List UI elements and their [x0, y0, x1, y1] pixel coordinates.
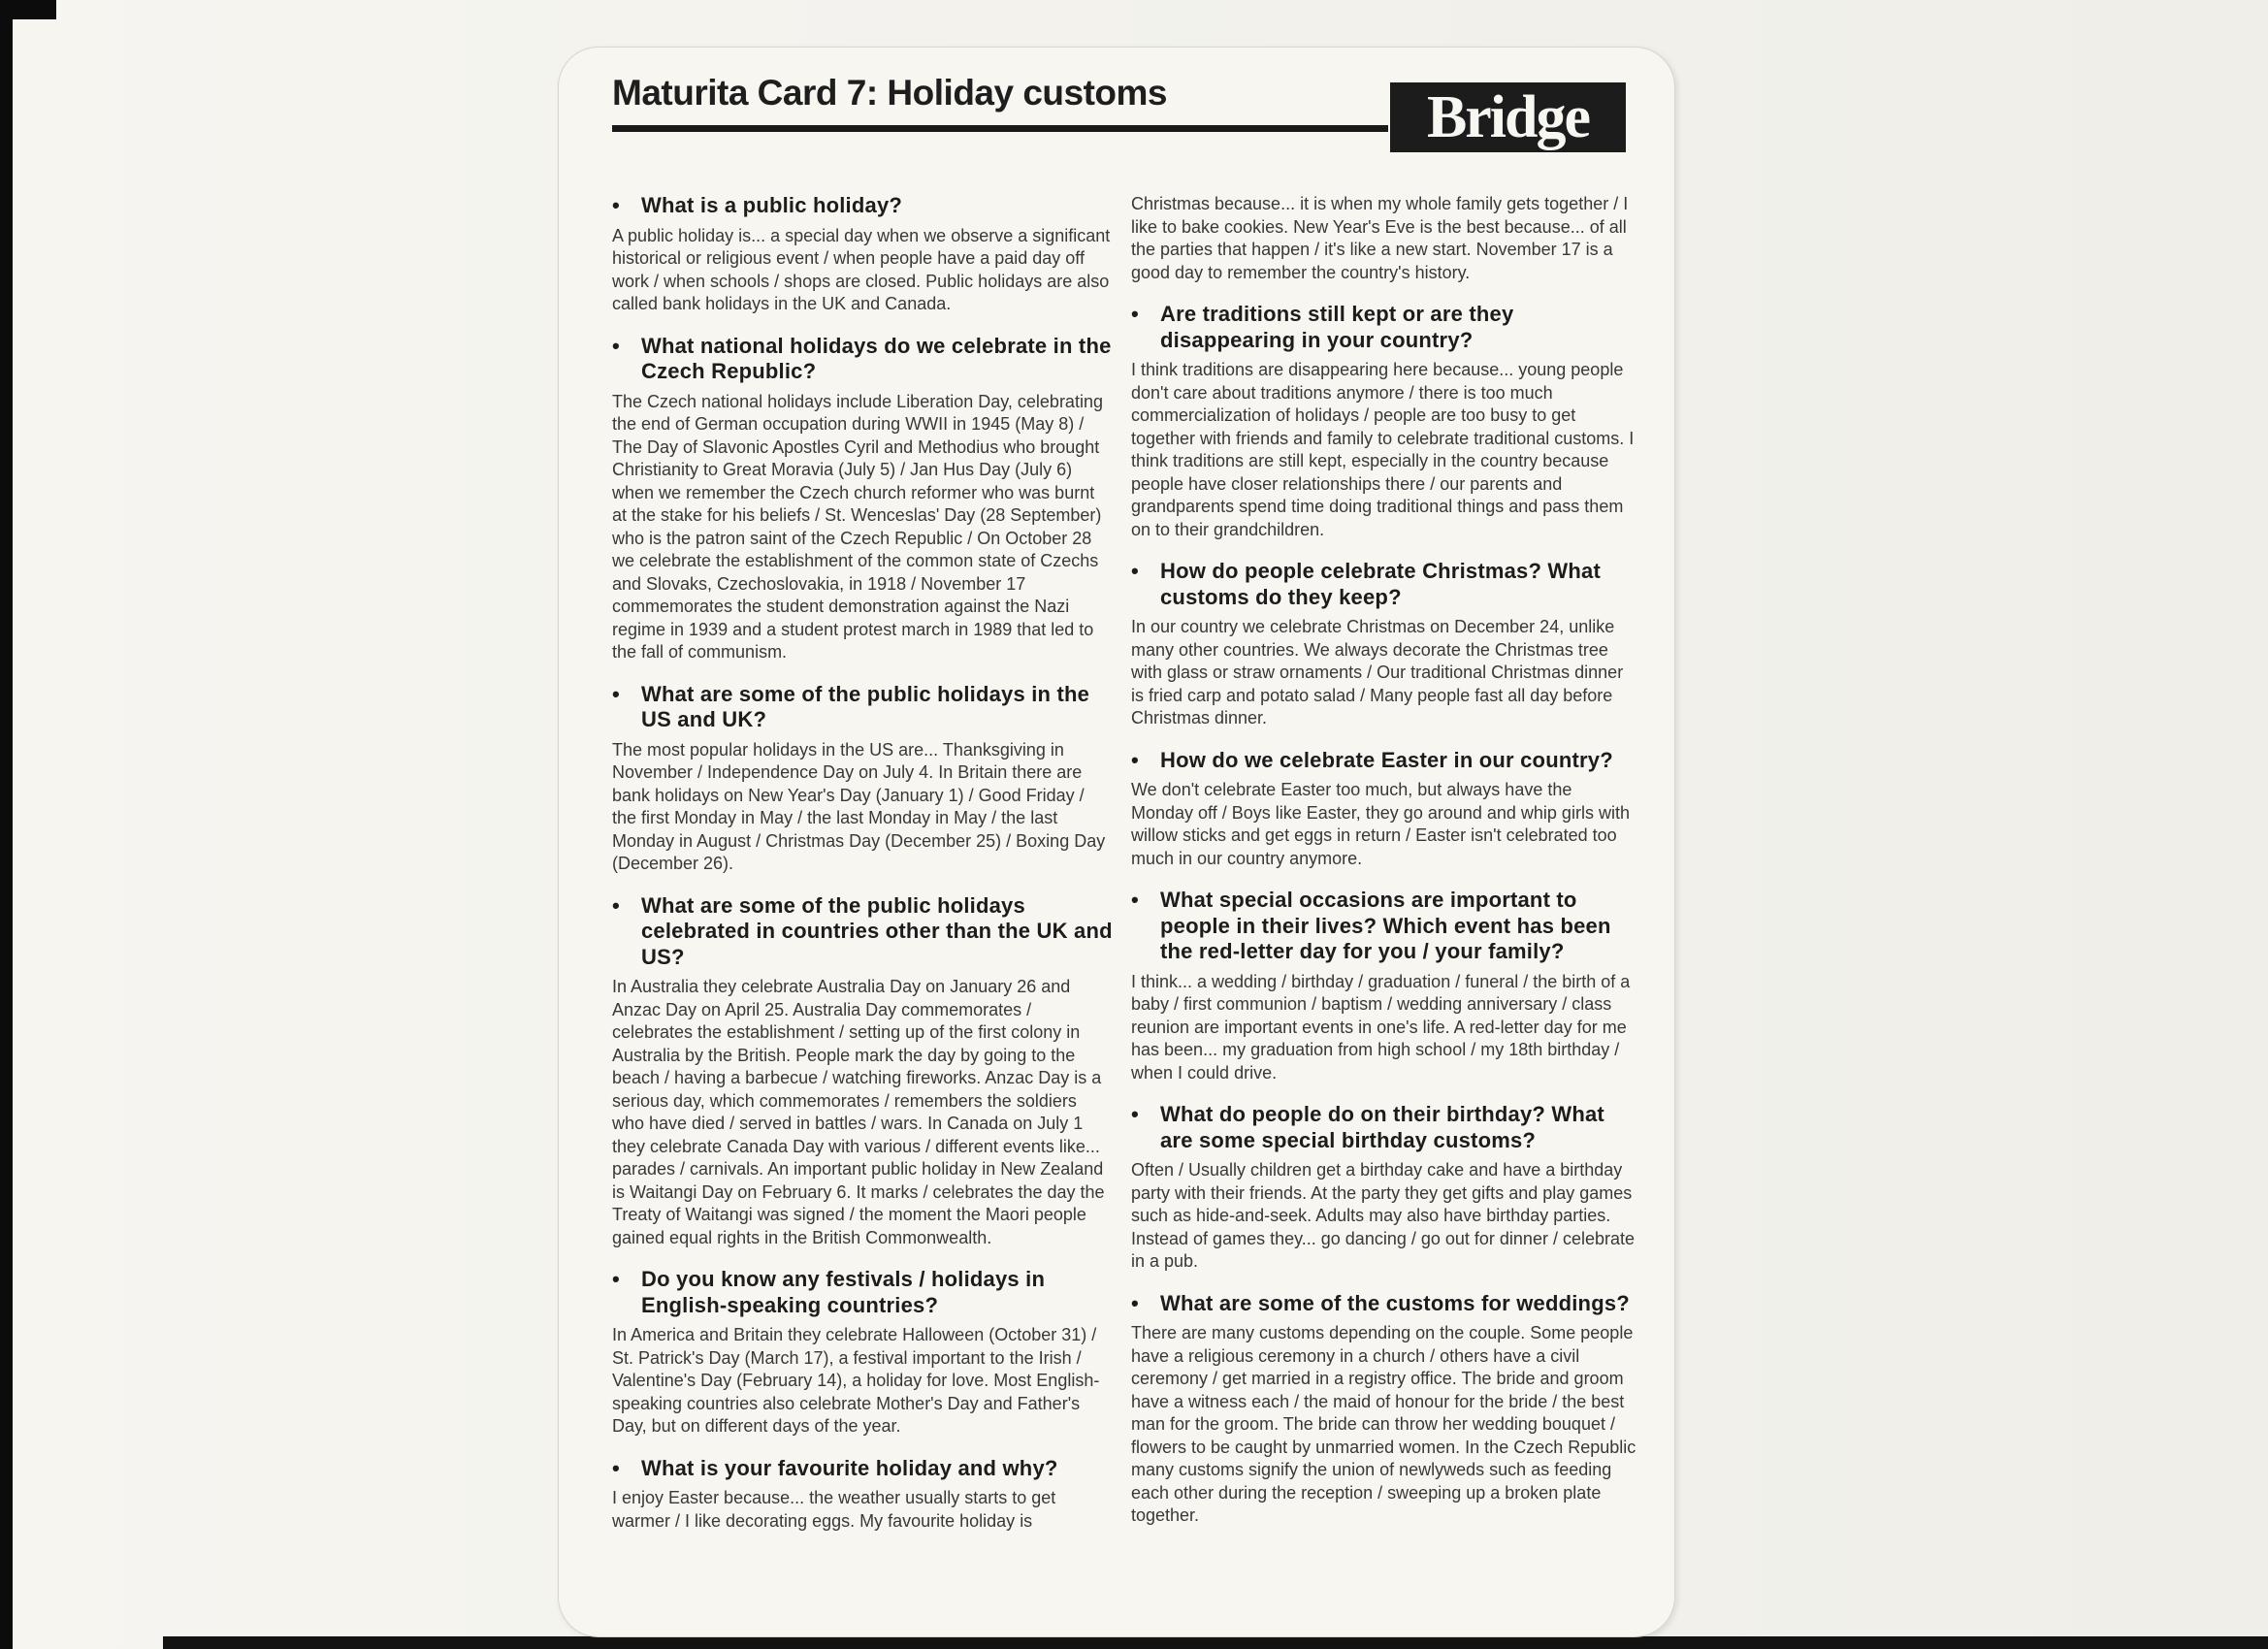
answer-text: In Australia they celebrate Australia Day on January 26 and Anzac Day on April 25. Australia Day commemorates / celebrates the establishment / setting up of the first colony in Australia by the British. People mark the day by going to the beach / having a barbecue / watching fireworks. Anzac Day is a serious day, which commemorates / remembers the soldiers who have died / served in battles / wars. In Canada on July 1 they celebrate Canada Day with various / different events like... parades / carnivals. An important public holiday in New Zealand is Waitangi Day on February 6. It marks / celebrates the day the Treaty of Waitangi was signed / the moment the Maori people gained equal rights in the British Commonwealth. [612, 977, 1105, 1247]
answer-text: We don't celebrate Easter too much, but always have the Monday off / Boys like Easter, they go around and whip girls with willow sticks and get eggs in return / Easter isn't celebrated too much in our country anymore. [1131, 780, 1630, 868]
question-heading: What are some of the customs for weddings? [1160, 1290, 1630, 1315]
bullet-icon: • [612, 193, 620, 217]
bullet-icon: • [1131, 747, 1139, 772]
question-heading: What are some of the public holidays celebrated in countries other than the UK and US? [641, 892, 1113, 969]
qa-section [1131, 1102, 1637, 1274]
left-column [612, 193, 1113, 1533]
qa-section [612, 193, 1113, 316]
bullet-icon: • [1131, 559, 1139, 583]
scanner-edge-bottom [163, 1636, 2268, 1649]
qa-section [1131, 302, 1637, 541]
qa-section [612, 1456, 1113, 1534]
bullet-icon: • [1131, 1290, 1139, 1315]
page-title: Maturita Card 7: Holiday customs [612, 73, 1168, 113]
question-heading: What are some of the public holidays in the US and UK? [641, 681, 1090, 731]
bullet-icon: • [612, 333, 620, 358]
answer-text: A public holiday is... a special day when we observe a significant historical or religious event / when people have a paid day off work / when schools / shops are closed. Public holidays are also called bank holidays in the UK and Canada. [612, 225, 1111, 313]
answer-text: I think... a wedding / birthday / graduation / funeral / the birth of a baby / first communion / baptism / wedding anniversary / class reunion are important events in one's life. A red-letter day for me has been... my graduation from high school / my 18th birthday / when I could drive. [1131, 971, 1631, 1083]
question-heading: What is a public holiday? [641, 193, 903, 217]
qa-section [612, 682, 1113, 876]
question-heading: Are traditions still kept or are they disappearing in your country? [1160, 302, 1514, 352]
answer-text: In our country we celebrate Christmas on December 24, unlike many other countries. We always decorate the Christmas tree with glass or straw ornaments / Our traditional Christmas dinner is fried carp and potato salad / Many people fast all day before Christmas dinner. [1131, 617, 1624, 728]
answer-text: There are many customs depending on the couple. Some people have a religious ceremony in a church / others have a civil ceremony / get married in a registry office. The bride and groom have a witness each / the maid of honour for the bride / the best man for the groom. The bride can throw her wedding bouquet / flowers to be caught by unmarried women. In the Czech Republic many customs signify the union of newlyweds such as feeding each other during the reception / sweeping up a broken plate together. [1131, 1323, 1636, 1525]
bullet-icon: • [612, 681, 620, 706]
bullet-icon: • [1131, 1102, 1139, 1126]
question-heading: What national holidays do we celebrate in the Czech Republic? [641, 333, 1112, 383]
scanner-edge-left [0, 0, 13, 1649]
question-heading: How do we celebrate Easter in our country? [1160, 747, 1613, 772]
answer-text: Often / Usually children get a birthday cake and have a birthday party with their friends. At the party they get gifts and play games such as hide-and-seek. Adults may also have birthday parties. Instead of games they... go dancing / go out for dinner / celebrate in a pub. [1131, 1160, 1635, 1271]
qa-section [612, 1267, 1113, 1439]
question-heading: What do people do on their birthday? What are some special birthday customs? [1160, 1102, 1604, 1152]
question-heading: What is your favourite holiday and why? [641, 1455, 1058, 1480]
card-header [612, 73, 1388, 132]
bullet-icon: • [1131, 888, 1139, 912]
qa-section [1131, 559, 1637, 730]
qa-section [1131, 748, 1637, 871]
continuation-paragraph [1131, 193, 1637, 284]
question-heading: How do people celebrate Christmas? What customs do they keep? [1160, 559, 1601, 609]
bullet-icon: • [612, 892, 620, 918]
right-column [1131, 193, 1637, 1528]
bridge-logo: Bridge [1390, 82, 1626, 152]
answer-text: Christmas because... it is when my whole family gets together / I like to bake cookies. New Year's Eve is the best because... of all the parties that happen / it's like a new start. November 17 is a good day to remember the country's history. [1131, 194, 1629, 282]
question-heading: Do you know any festivals / holidays in English-speaking countries? [641, 1267, 1046, 1317]
bullet-icon: • [1131, 302, 1139, 326]
bullet-icon: • [612, 1455, 620, 1480]
answer-text: The Czech national holidays include Liberation Day, celebrating the end of German occupation during WWII in 1945 (May 8) / The Day of Slavonic Apostles Cyril and Methodius who brought Christianity to Great Moravia (July 5) / Jan Hus Day (July 6) when we remember the Czech church reformer who was burnt at the stake for his beliefs / St. Wenceslas' Day (28 September) who is the patron saint of the Czech Republic / On October 28 we celebrate the establishment of the common state of Czechs and Slovaks, Czechoslovakia, in 1918 / November 17 commemorates the student demonstration against the Nazi regime in 1939 and a student protest march in 1989 that led to the fall of communism. [612, 391, 1103, 662]
answer-text: In America and Britain they celebrate Halloween (October 31) / St. Patrick's Day (March 17), a festival important to the Irish / Valentine's Day (February 14), a holiday for love. Most English-speaking countries also celebrate Mother's Day and Father's Day, but on different days of the year. [612, 1325, 1100, 1436]
scanner-edge-top-corner [0, 0, 56, 19]
qa-section [612, 334, 1113, 664]
qa-section [612, 893, 1113, 1250]
study-card [558, 47, 1675, 1637]
question-heading: What special occasions are important to people in their lives? Which event has been the red-letter day for you / your family? [1160, 888, 1611, 963]
qa-section [1131, 888, 1637, 1084]
answer-text: I enjoy Easter because... the weather usually starts to get warmer / I like decorating eggs. My favourite holiday is [612, 1488, 1056, 1531]
answer-text: The most popular holidays in the US are... Thanksgiving in November / Independence Day on July 4. In Britain there are bank holidays on New Year's Day (January 1) / Good Friday / the first Monday in May / the last Monday in May / the last Monday in August / Christmas Day (December 25) / Boxing Day (December 26). [612, 739, 1106, 873]
qa-section [1131, 1291, 1637, 1528]
bullet-icon: • [612, 1267, 620, 1291]
answer-text: I think traditions are disappearing here because... young people don't care about traditions anymore / there is too much commercialization of holidays / people are too busy to get together with friends and family to celebrate traditional customs. I think traditions are still kept, especially in the country because people have closer relationships there / our parents and grandparents spend time doing traditional things and pass them on to their grandchildren. [1131, 360, 1635, 539]
